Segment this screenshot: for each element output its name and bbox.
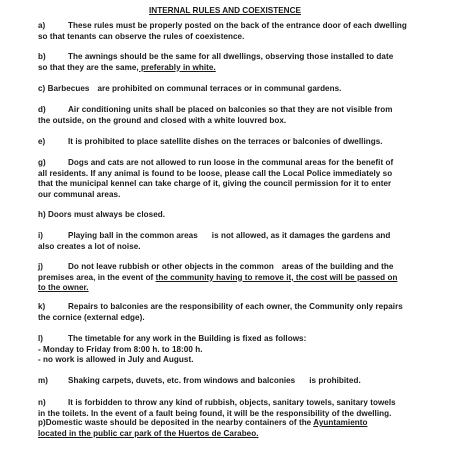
rule-m-label: m) xyxy=(38,376,48,385)
rule-l-line-2: - Monday to Friday from 8:00 h. to 18:00 h. xyxy=(38,344,203,354)
rule-j-line-1 xyxy=(38,262,424,273)
rule-m-line-1 xyxy=(38,376,424,387)
rule-h-line-1: h) Doors must always be closed. xyxy=(38,210,166,219)
rule-k-text-1: Repairs to balconies are the responsibility of each owner, the Community only repairs xyxy=(68,302,403,311)
rule-c xyxy=(38,84,424,95)
rule-b xyxy=(38,52,424,73)
rule-a-text-1: These rules must be properly posted on the back of the entrance door of each dwelling xyxy=(68,21,407,30)
rule-i-text-1a: Playing ball in the common areas xyxy=(68,231,198,240)
rule-m-text-1b: is prohibited. xyxy=(309,376,361,385)
rule-g xyxy=(38,158,424,200)
rule-l-label: l) xyxy=(38,334,44,343)
rule-l-line-3: - no work is allowed in July and August. xyxy=(38,355,194,365)
rule-m xyxy=(38,376,424,387)
rule-b-label: b) xyxy=(38,52,46,61)
rule-g-line-4: our communal areas. xyxy=(38,189,121,199)
rule-d-line-2: the outside, on the ground and closed with a white louvred box. xyxy=(38,115,287,125)
rule-n-line-2: in the toilets. In the event of a fault being found, it will be the responsibility of the dwelling. xyxy=(38,408,392,418)
rule-k-line-2: the cornice (external edge). xyxy=(38,312,145,322)
rule-j-line-3 xyxy=(38,283,424,294)
rule-i-line-2: also creates a lot of noise. xyxy=(38,241,141,251)
rule-b-text-2a: so that they are the same xyxy=(38,62,137,72)
rule-g-line-1 xyxy=(38,158,424,169)
rule-l-line-1 xyxy=(38,334,424,345)
rule-d-text-1: Air conditioning units shall be placed on balconies so that they are not visible from xyxy=(68,105,393,114)
rule-p-line-1 xyxy=(38,418,424,429)
rule-a xyxy=(38,21,424,42)
rule-e-label: e) xyxy=(38,137,46,146)
rule-c-text-1: are prohibited on communal terraces or in communal gardens. xyxy=(97,84,342,93)
document-title xyxy=(0,6,450,16)
rule-g-text-1: Dogs and cats are not allowed to run loose in the communal areas for the benefit of xyxy=(68,158,394,167)
rule-d-line-1 xyxy=(38,105,424,116)
rule-g-line-3: that the municipal kennel can take charge of it, giving the council permission for it to enter xyxy=(38,179,392,189)
rule-p xyxy=(38,418,424,439)
rule-j xyxy=(38,262,424,294)
rule-b-text-2b: , preferably in white. xyxy=(136,62,216,72)
rule-k-label: k) xyxy=(38,302,46,311)
rule-n-text-1: It is forbidden to throw any kind of rubbish, objects, sanitary towels, sanitary towels xyxy=(68,398,396,407)
rule-a-line-2: so that tenants can observe the rules of coexistence. xyxy=(38,31,245,41)
rule-j-text-2b: the community having to remove it, the cost will be passed on xyxy=(155,272,398,282)
rule-l-text-1: The timetable for any work in the Building is fixed as follows: xyxy=(68,334,307,343)
rule-b-line-2 xyxy=(38,63,424,74)
rule-e xyxy=(38,137,424,148)
rule-n xyxy=(38,398,424,419)
rule-a-line-1 xyxy=(38,21,424,32)
rule-i xyxy=(38,231,424,252)
title-text: INTERNAL RULES AND COEXISTENCE xyxy=(149,6,301,15)
rule-m-text-1a: Shaking carpets, duvets, etc. from windows and balconies xyxy=(68,376,296,385)
rule-j-text-2a: premises area, in the event of xyxy=(38,272,156,282)
rule-n-label: n) xyxy=(38,398,46,407)
rule-k xyxy=(38,302,424,323)
rule-i-line-1 xyxy=(38,231,424,242)
rule-j-text-1a: Do not leave rubbish or other objects in the common xyxy=(68,262,274,271)
rule-a-label: a) xyxy=(38,21,46,30)
rule-i-label: i) xyxy=(38,231,44,240)
rule-n-line-1 xyxy=(38,398,424,409)
rule-p-text-2: located in the public car park of the Huertos de Carabeo. xyxy=(38,428,259,438)
rule-e-text-1: It is prohibited to place satellite dishes on the terraces or balconies of dwellings. xyxy=(68,137,383,146)
rule-k-line-1 xyxy=(38,302,424,313)
rule-c-line-1 xyxy=(38,84,424,95)
rule-e-line-1 xyxy=(38,137,424,148)
rule-d xyxy=(38,105,424,126)
rule-j-line-2 xyxy=(38,273,424,284)
rule-p-line-2 xyxy=(38,429,424,440)
rule-b-text-1: The awnings should be the same for all dwellings, observing those installed to date xyxy=(68,52,394,61)
rule-d-label: d) xyxy=(38,105,46,114)
rule-g-label: g) xyxy=(38,158,46,167)
rule-j-text-3: to the owner. xyxy=(38,283,89,293)
rule-c-label: c) Barbecues xyxy=(38,84,90,93)
rule-i-text-1b: is not allowed, as it damages the gardens and xyxy=(211,231,391,240)
rule-h xyxy=(38,210,424,221)
rule-j-label: j) xyxy=(38,262,44,271)
rule-g-line-2: all residents. If any animal is found to be loose, please call the Local Police immediately so xyxy=(38,168,393,178)
rule-p-text-1a: p)Domestic waste should be deposited in the nearby containers of the xyxy=(38,418,314,427)
rule-j-text-1b: areas of the building and the xyxy=(281,262,394,271)
rule-p-text-1b: Ayuntamiento xyxy=(313,418,368,427)
rule-b-line-1 xyxy=(38,52,424,63)
rule-l xyxy=(38,334,424,366)
